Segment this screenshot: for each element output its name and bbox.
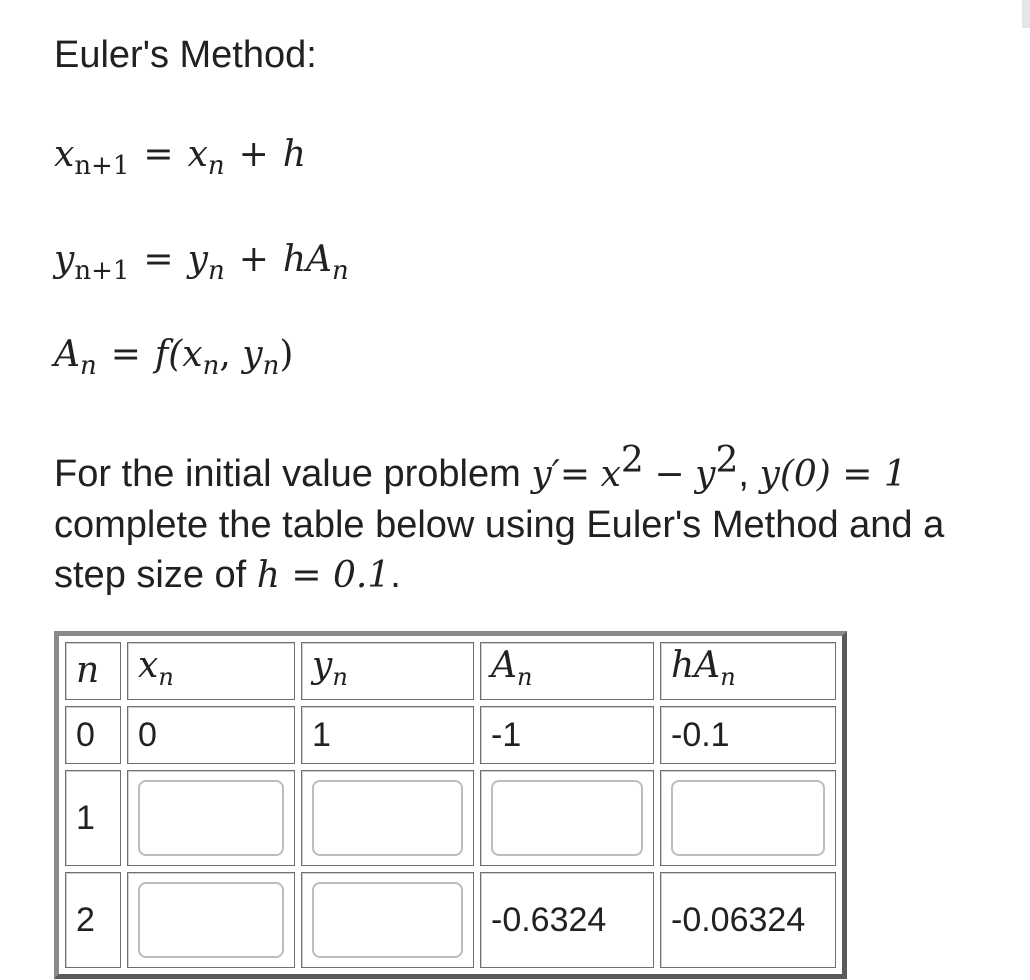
cell-n: 1 (65, 770, 121, 866)
corner-mark (1022, 0, 1030, 28)
formula-x-update: $x_{n+1} = x_n + h$ (54, 134, 306, 181)
cell-xn (127, 770, 295, 866)
cell-yn (301, 770, 474, 866)
answer-input-x2[interactable] (138, 882, 284, 958)
header-n: n (65, 642, 121, 700)
answer-input-y2[interactable] (312, 882, 463, 958)
cell-an: -1 (480, 706, 654, 764)
cell-han: -0.06324 (660, 872, 836, 968)
answer-input-y1[interactable] (312, 780, 463, 856)
cell-han: -0.1 (660, 706, 836, 764)
cell-xn: 0 (127, 706, 295, 764)
header-xn: $x_n$ (127, 642, 295, 700)
header-han: $hA_n$ (660, 642, 836, 700)
answer-input-x1[interactable] (138, 780, 284, 856)
table-row (65, 872, 836, 968)
problem-statement: For the initial value problem $y'= x^2 - y^2$, y(0) = 1 complete the table below using Euler's Method and a step size of h = 0.1. (54, 440, 945, 596)
cell-yn: 1 (301, 706, 474, 764)
cell-n: 2 (65, 872, 121, 968)
answer-input-ha1[interactable] (671, 780, 825, 856)
page-title: Euler's Method: (54, 34, 317, 76)
header-yn: $y_n$ (301, 642, 474, 700)
cell-xn (127, 872, 295, 968)
euler-table (54, 631, 847, 979)
cell-an: -0.6324 (480, 872, 654, 968)
cell-n: 0 (65, 706, 121, 764)
formula-slope: $A_n = f(x_n$, $y_n$) (54, 334, 294, 381)
header-an: $A_n$ (480, 642, 654, 700)
table-row (65, 706, 836, 764)
table-header-row (65, 642, 836, 700)
answer-input-a1[interactable] (491, 780, 643, 856)
table-row (65, 770, 836, 866)
cell-an (480, 770, 654, 866)
cell-yn (301, 872, 474, 968)
cell-han (660, 770, 836, 866)
formula-y-update: $y_{n+1} = y_n + hA_n$ (54, 239, 349, 286)
